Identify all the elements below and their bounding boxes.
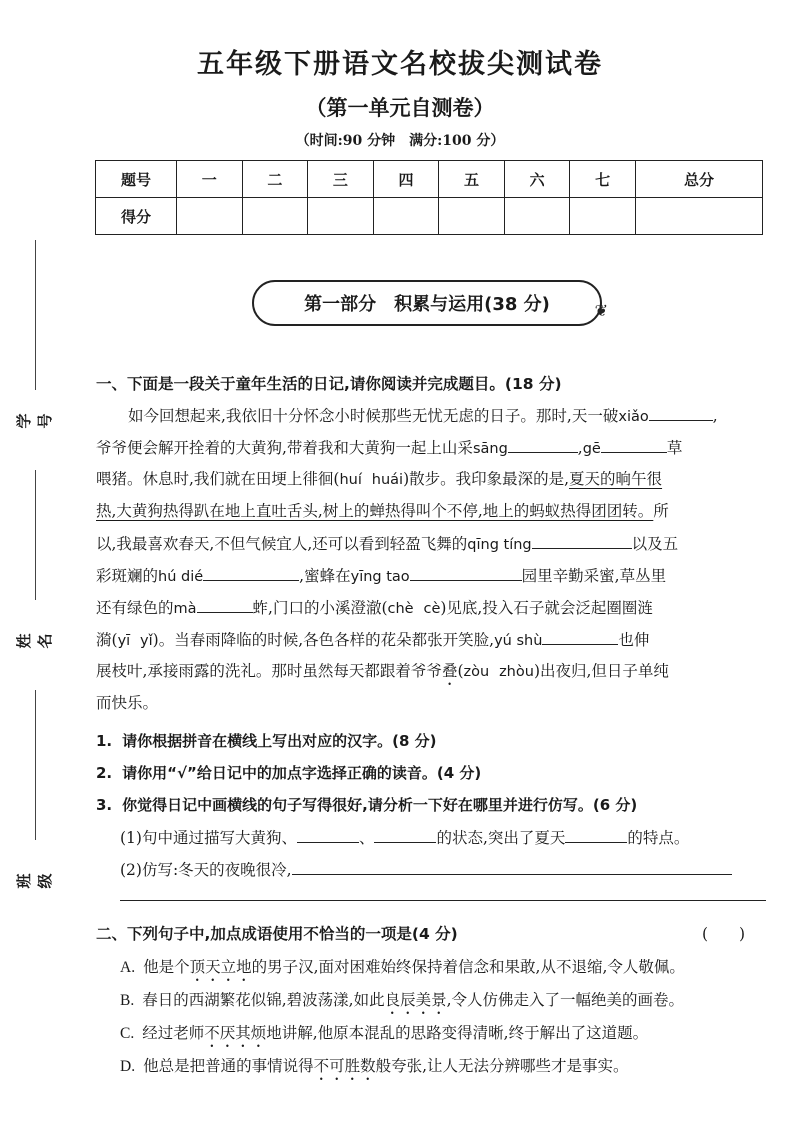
score-table-header-cell: 七 xyxy=(570,161,636,198)
pinyin-option[interactable]: yǐ xyxy=(140,633,153,649)
answer-blank[interactable] xyxy=(565,826,627,843)
passage-line: 还有绿色的mà 蚱,门口的小溪澄澈(chè cè)见底,投入石子就会泛起圈圈涟 xyxy=(96,596,766,620)
option-d[interactable]: D. 他总是把普通的事情说得不可胜数般夸张,让人无法分辨哪些才是事实。 xyxy=(120,1057,629,1075)
class-line[interactable] xyxy=(35,690,36,840)
passage-line: 展枝叶,承接雨露的洗礼。那时虽然每天都跟着爷爷叠(zòu zhòu)出夜归,但日子单纯 xyxy=(96,662,669,680)
score-table-header-cell: 二 xyxy=(242,161,308,198)
underlined-sentence: 热,大黄狗热得趴在地上直吐舌头,树上的蝉热得叫个不停,地上的蚂蚁热得团团转。 xyxy=(96,502,654,520)
exam-subtitle: （第一单元自测卷） xyxy=(305,95,495,120)
passage-line: 喂猪。休息时,我们就在田埂上徘徊(huí huái)散步。我印象最深的是,夏天的晌午很 xyxy=(96,470,663,488)
answer-blank[interactable] xyxy=(292,858,732,875)
leaf-icon: ❦ xyxy=(594,301,608,320)
pinyin-option[interactable]: huái xyxy=(371,472,404,488)
passage-line: 爷爷便会解开拴着的大黄狗,带着我和大黄狗一起上山采sāng ,gē 草 xyxy=(96,436,766,460)
sub-question-2: 2. 请你用“√”给日记中的加点字选择正确的读音。(4 分) xyxy=(96,764,482,782)
answer-blank[interactable] xyxy=(203,564,299,581)
sub-question-3-2: (2)仿写:冬天的夜晚很冷, xyxy=(120,858,732,880)
score-table-header-cell: 题号 xyxy=(96,161,177,198)
student-id-label: 学号 xyxy=(15,413,54,429)
score-cell[interactable] xyxy=(242,198,308,235)
class-label: 班级 xyxy=(15,873,54,889)
passage-line: 以,我最喜欢春天,不但气候宜人,还可以看到轻盈飞舞的qīng tíng 以及五 xyxy=(96,532,766,556)
option-c[interactable]: C. 经过老师不厌其烦地讲解,他原本混乱的思路变得清晰,终于解出了这道题。 xyxy=(120,1024,649,1042)
student-id-line[interactable] xyxy=(35,240,36,390)
answer-blank[interactable] xyxy=(197,596,253,613)
answer-blank[interactable] xyxy=(649,404,713,421)
sub-question-3: 3. 你觉得日记中画横线的句子写得很好,请分析一下好在哪里并进行仿写。(6 分) xyxy=(96,796,638,814)
score-table-header-cell: 四 xyxy=(373,161,439,198)
question-one-heading: 一、下面是一段关于童年生活的日记,请你阅读并完成题目。(18 分) xyxy=(96,375,562,393)
pinyin-option[interactable]: huí xyxy=(339,472,362,488)
pinyin-option[interactable]: yī xyxy=(117,633,131,649)
score-table-header-cell: 一 xyxy=(177,161,243,198)
score-table-header-cell: 总分 xyxy=(635,161,762,198)
score-cell[interactable] xyxy=(373,198,439,235)
pinyin-option[interactable]: zòu xyxy=(463,664,490,680)
part-one-label: 第一部分 积累与运用(38 分) xyxy=(304,294,550,315)
exam-meta: （时间:90 分钟 满分:100 分） xyxy=(295,133,505,149)
passage-line: 如今回想起来,我依旧十分怀念小时候那些无忧无虑的日子。那时,天一破xiǎo , xyxy=(96,404,766,428)
dotted-idiom: 良辰美景 xyxy=(384,991,447,1009)
score-table-score-row xyxy=(96,198,763,235)
score-table-header-cell: 五 xyxy=(439,161,505,198)
part-one-banner xyxy=(252,280,608,326)
option-a[interactable]: A. 他是个顶天立地的男子汉,面对困难始终保持着信念和果敢,从不退缩,令人敬佩。 xyxy=(120,958,685,976)
score-cell[interactable] xyxy=(504,198,570,235)
passage-line: 而快乐。 xyxy=(96,694,159,712)
dotted-idiom: 顶天立地 xyxy=(189,958,252,976)
answer-bracket[interactable]: ( ) xyxy=(702,925,746,943)
dotted-idiom: 不厌其烦 xyxy=(204,1024,267,1042)
pinyin-option[interactable]: cè xyxy=(423,601,441,617)
answer-blank[interactable] xyxy=(601,436,667,453)
score-cell[interactable] xyxy=(439,198,505,235)
answer-blank[interactable] xyxy=(297,826,359,843)
score-table xyxy=(95,160,763,235)
score-table-header-row xyxy=(96,161,763,198)
pinyin-option[interactable]: chè xyxy=(387,601,414,617)
answer-line[interactable] xyxy=(120,900,766,901)
underlined-sentence: 夏天的晌午很 xyxy=(569,470,663,488)
answer-blank[interactable] xyxy=(410,564,522,581)
pinyin-option[interactable]: zhòu xyxy=(499,664,534,680)
score-table-header-cell: 六 xyxy=(504,161,570,198)
answer-blank[interactable] xyxy=(374,826,436,843)
dotted-idiom: 不可胜数 xyxy=(313,1057,376,1075)
passage-line: 彩斑斓的hú dié ,蜜蜂在yīng tao 园里辛勤采蜜,草丛里 xyxy=(96,564,766,588)
option-b[interactable]: B. 春日的西湖繁花似锦,碧波荡漾,如此良辰美景,令人仿佛走入了一幅绝美的画卷。 xyxy=(120,991,685,1009)
answer-blank[interactable] xyxy=(508,436,578,453)
sub-question-3-1: (1)句中通过描写大黄狗、 、 的状态,突出了夏天 的特点。 xyxy=(120,826,689,848)
score-cell[interactable] xyxy=(635,198,762,235)
score-cell[interactable] xyxy=(570,198,636,235)
passage-line: 漪(yī yǐ)。当春雨降临的时候,各色各样的花朵都张开笑脸,yú shù 也伸 xyxy=(96,628,766,652)
score-row-label: 得分 xyxy=(96,198,177,235)
name-label: 姓名 xyxy=(15,633,54,649)
passage-line: 热,大黄狗热得趴在地上直吐舌头,树上的蝉热得叫个不停,地上的蚂蚁热得团团转。所 xyxy=(96,502,669,520)
score-cell[interactable] xyxy=(308,198,374,235)
score-cell[interactable] xyxy=(177,198,243,235)
score-table-header-cell: 三 xyxy=(308,161,374,198)
exam-title: 五年级下册语文名校拔尖测试卷 xyxy=(197,49,603,80)
answer-blank[interactable] xyxy=(542,628,618,645)
answer-blank[interactable] xyxy=(532,532,632,549)
name-line[interactable] xyxy=(35,470,36,600)
question-two-heading: 二、下列句子中,加点成语使用不恰当的一项是(4 分) xyxy=(96,925,458,943)
sub-question-1: 1. 请你根据拼音在横线上写出对应的汉字。(8 分) xyxy=(96,732,437,750)
dotted-char: 叠 xyxy=(441,662,458,680)
